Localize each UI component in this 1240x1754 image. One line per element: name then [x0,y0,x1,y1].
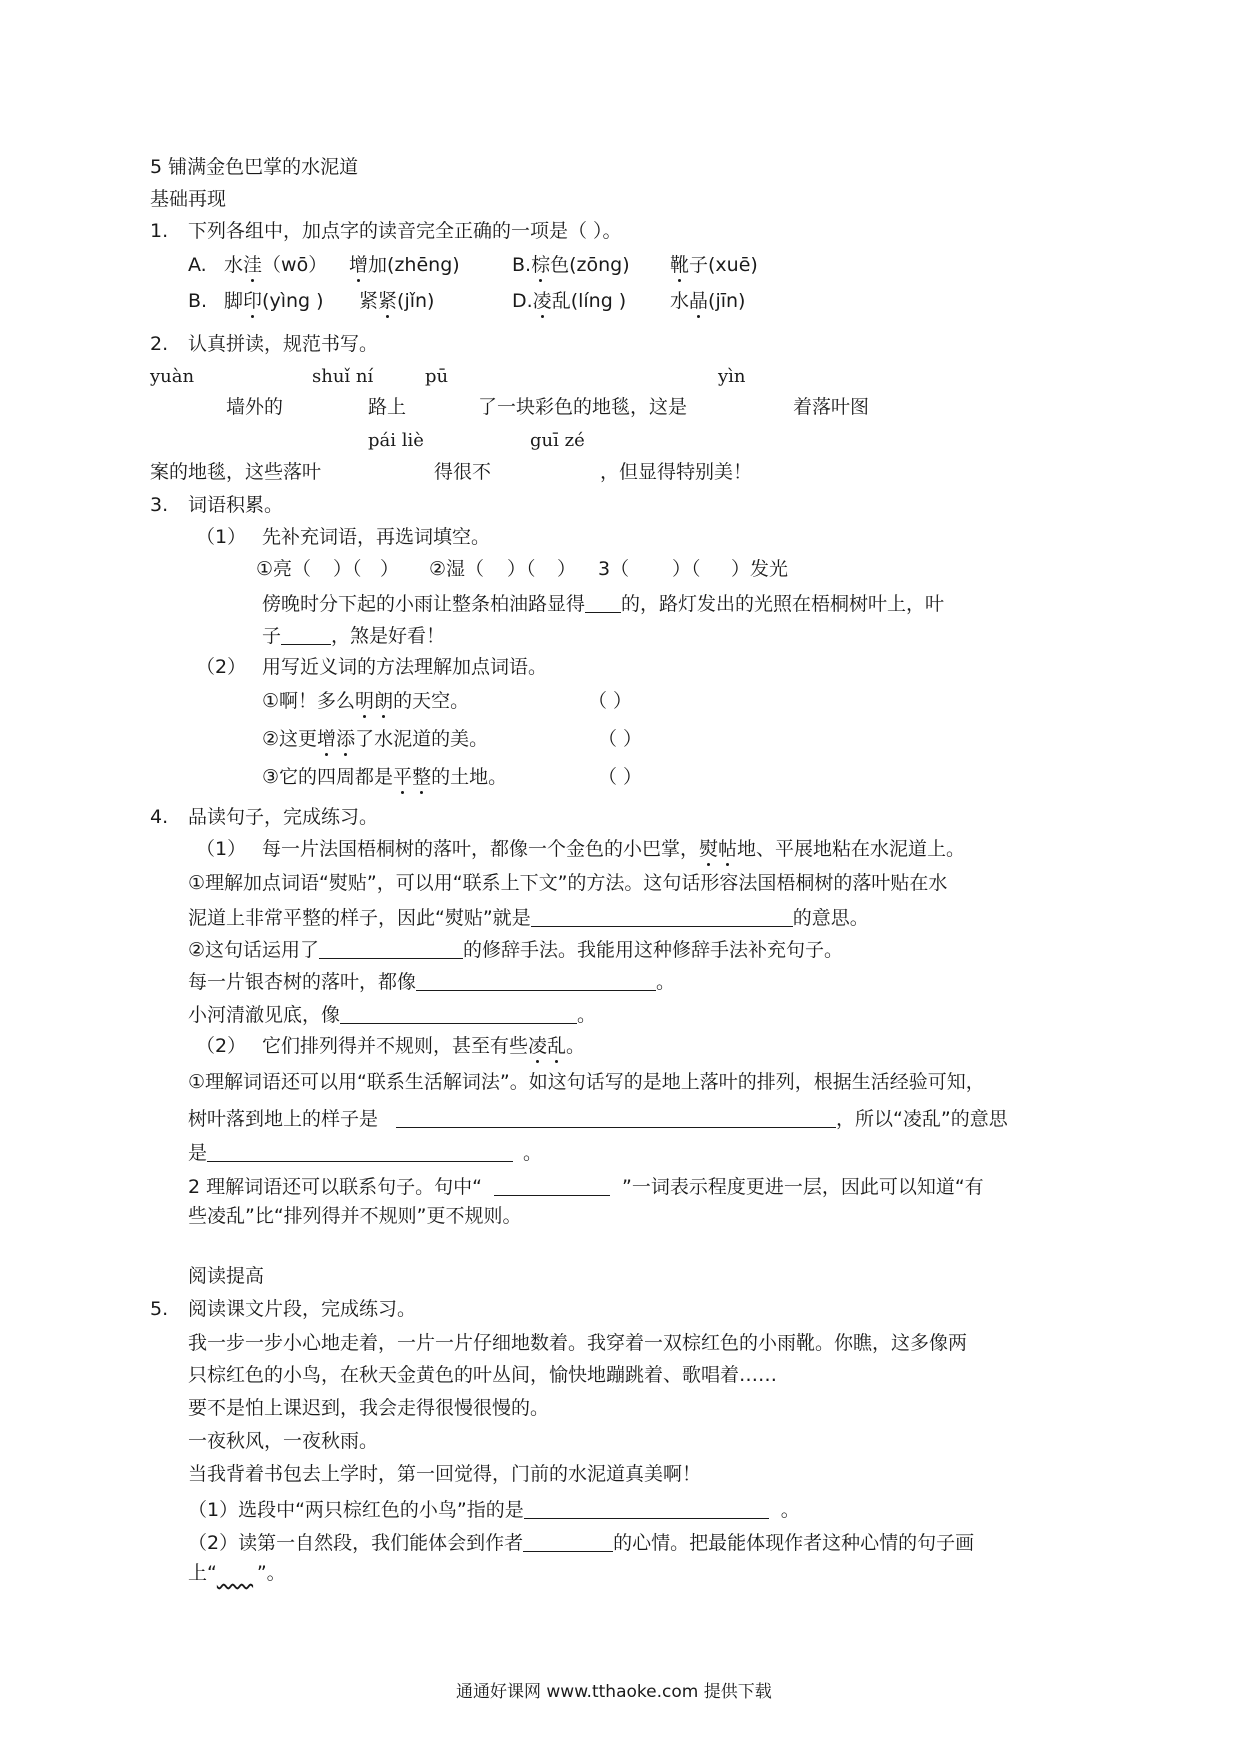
option-label: B. [188,290,208,312]
q3-synonym-answer-3[interactable]: （ ） [598,766,643,788]
answer-blank[interactable] [524,1498,769,1519]
answer-blank[interactable] [531,906,793,927]
q3-synonym-answer-1[interactable]: （ ） [588,690,633,712]
answer-blank[interactable] [585,592,621,613]
option-b2: 靴子(xuē) [670,254,758,276]
pinyin-guize: guī zé [530,430,585,451]
q4-number: 4. [150,806,169,828]
q5-sub-question-2-cont: 上“ ”。 [188,1562,286,1584]
q5-passage-1: 我一步一步小心地走着，一片一片仔细地数着。我穿着一双棕红色的小雨靴。你瞧，这多像两 [188,1332,968,1354]
option-b1: B.棕色(zōng) [512,254,630,276]
q2-text-5: 案的地毯，这些落叶 [150,461,322,483]
q4-stem: 品读句子，完成练习。 [188,806,379,828]
pinyin-yuan: yuàn [150,366,195,387]
q2-text-4: 着落叶图 [793,396,870,418]
q5-number: 5. [150,1298,169,1320]
q4-line-9: 2 理解词语还可以联系句子。句中“ ”一词表示程度更进一层，因此可以知道“有 [188,1176,984,1198]
q4-line-6: ①理解词语还可以用“联系生活解词法”。如这句话写的是地上落叶的排列，根据生活经验可知， [188,1071,985,1093]
q4-line-4: 每一片银杏树的落叶，都像 。 [188,971,676,993]
q4-line-10: 些凌乱”比“排列得并不规则”更不规则。 [188,1205,522,1227]
q3-synonym-item-3: ③它的四周都是平整的土地。 [262,766,508,788]
answer-blank[interactable] [396,1107,836,1128]
q3-synonym-item-2: ②这更增添了水泥道的美。 [262,728,489,750]
q4-line-5: 小河清澈见底，像 。 [188,1004,597,1026]
answer-blank[interactable] [319,938,463,959]
q2-text-7: ，但显得特别美！ [600,461,753,483]
answer-blank[interactable] [416,970,656,991]
pinyin-shuini: shuǐ ní [312,366,374,387]
q3-part2-label: （2） [196,656,247,678]
q3-part1-text: 先补充词语，再选词填空。 [262,526,491,548]
q3-stem: 词语积累。 [188,494,284,516]
q5-stem: 阅读课文片段，完成练习。 [188,1298,417,1320]
q1-option-row-a [188,256,758,275]
answer-blank[interactable] [281,624,331,645]
q3-synonym-item-1: ①啊！多么明朗的天空。 [262,690,470,712]
q2-stem: 认真拼读，规范书写。 [188,333,379,355]
wavy-line-mark [217,1564,257,1583]
q5-passage-3: 要不是怕上课迟到，我会走得很慢很慢的。 [188,1397,550,1419]
q2-number: 2. [150,333,169,355]
q4-line-3: ②这句话运用了 的修辞手法。我能用这种修辞手法补充句子。 [188,939,844,961]
option-d2: 水晶(jīn) [670,290,746,312]
answer-blank[interactable] [207,1141,513,1162]
q1-stem: 下列各组中，加点字的读音完全正确的一项是（ ）。 [188,220,622,242]
q4-line-8: 是 。 [188,1142,543,1164]
q2-text-1: 墙外的 [226,396,284,418]
answer-blank[interactable] [494,1175,610,1196]
q4-line-1: ①理解加点词语“熨贴”，可以用“联系上下文”的方法。这句话形容法国梧桐树的落叶贴在水 [188,872,948,894]
q3-fill-sentence-1: 傍晚时分下起的小雨让整条柏油路显得 的，路灯发出的光照在梧桐树叶上，叶 [262,593,945,615]
q2-text-2: 路上 [368,396,407,418]
pinyin-yin: yìn [718,366,746,387]
option-a2: 增加(zhēng) [349,254,460,276]
pinyin-pailie: pái liè [368,430,424,451]
option-b-2: 紧紧(jǐn) [359,290,435,312]
pinyin-pu: pū [425,366,449,387]
option-label: A. [188,254,207,276]
q4-part2-sentence: 它们排列得并不规则，甚至有些凌乱。 [262,1035,586,1057]
answer-blank[interactable] [340,1003,577,1024]
footer-source: 通通好课网 www.tthaoke.com 提供下载 [456,1682,772,1702]
q4-part2-label: （2） [196,1035,247,1057]
section-heading-basics: 基础再现 [150,188,227,210]
q2-text-3: 了一块彩色的地毯，这是 [478,396,688,418]
q3-fill-sentence-2: 子 ，煞是好看！ [262,625,446,647]
q5-sub-question-1: （1）选段中“两只棕红色的小鸟”指的是 。 [188,1499,800,1521]
q5-passage-2: 只棕红色的小鸟，在秋天金黄色的叶丛间，愉快地蹦跳着、歌唱着…… [188,1364,778,1386]
q2-text-6: 得很不 [434,461,492,483]
q4-part1-label: （1） [196,838,247,860]
section-heading-reading: 阅读提高 [188,1265,265,1287]
q3-part2-text: 用写近义词的方法理解加点词语。 [262,656,548,678]
q3-part1-label: （1） [196,526,247,548]
answer-blank[interactable] [523,1531,613,1552]
worksheet-title: 5 铺满金色巴掌的水泥道 [150,156,359,178]
q5-sub-question-2: （2）读第一自然段，我们能体会到作者 的心情。把最能体现作者这种心情的句子画 [188,1532,975,1554]
option-b-1: 脚印(yìng ) [224,290,324,312]
q3-number: 3. [150,494,169,516]
q5-passage-4: 一夜秋风，一夜秋雨。 [188,1430,379,1452]
q5-passage-5: 当我背着书包去上学时，第一回觉得，门前的水泥道真美啊！ [188,1463,702,1485]
q1-number: 1. [150,220,169,242]
q3-word-blanks: ①亮（ ）（ ） ②湿（ ）（ ） 3（ ）（ ）发光 [256,558,789,580]
q1-option-row-b [188,292,745,311]
q3-synonym-answer-2[interactable]: （ ） [598,728,643,750]
q4-part1-sentence: 每一片法国梧桐树的落叶，都像一个金色的小巴掌，熨帖地、平展地粘在水泥道上。 [262,838,966,860]
q4-line-7: 树叶落到地上的样子是 ，所以“凌乱”的意思 [188,1108,1008,1130]
q4-line-2: 泥道上非常平整的样子，因此“熨贴”就是 的意思。 [188,907,869,929]
option-a1: 水洼（wō） [224,254,328,276]
option-d1: D.凌乱(líng ) [512,290,627,312]
